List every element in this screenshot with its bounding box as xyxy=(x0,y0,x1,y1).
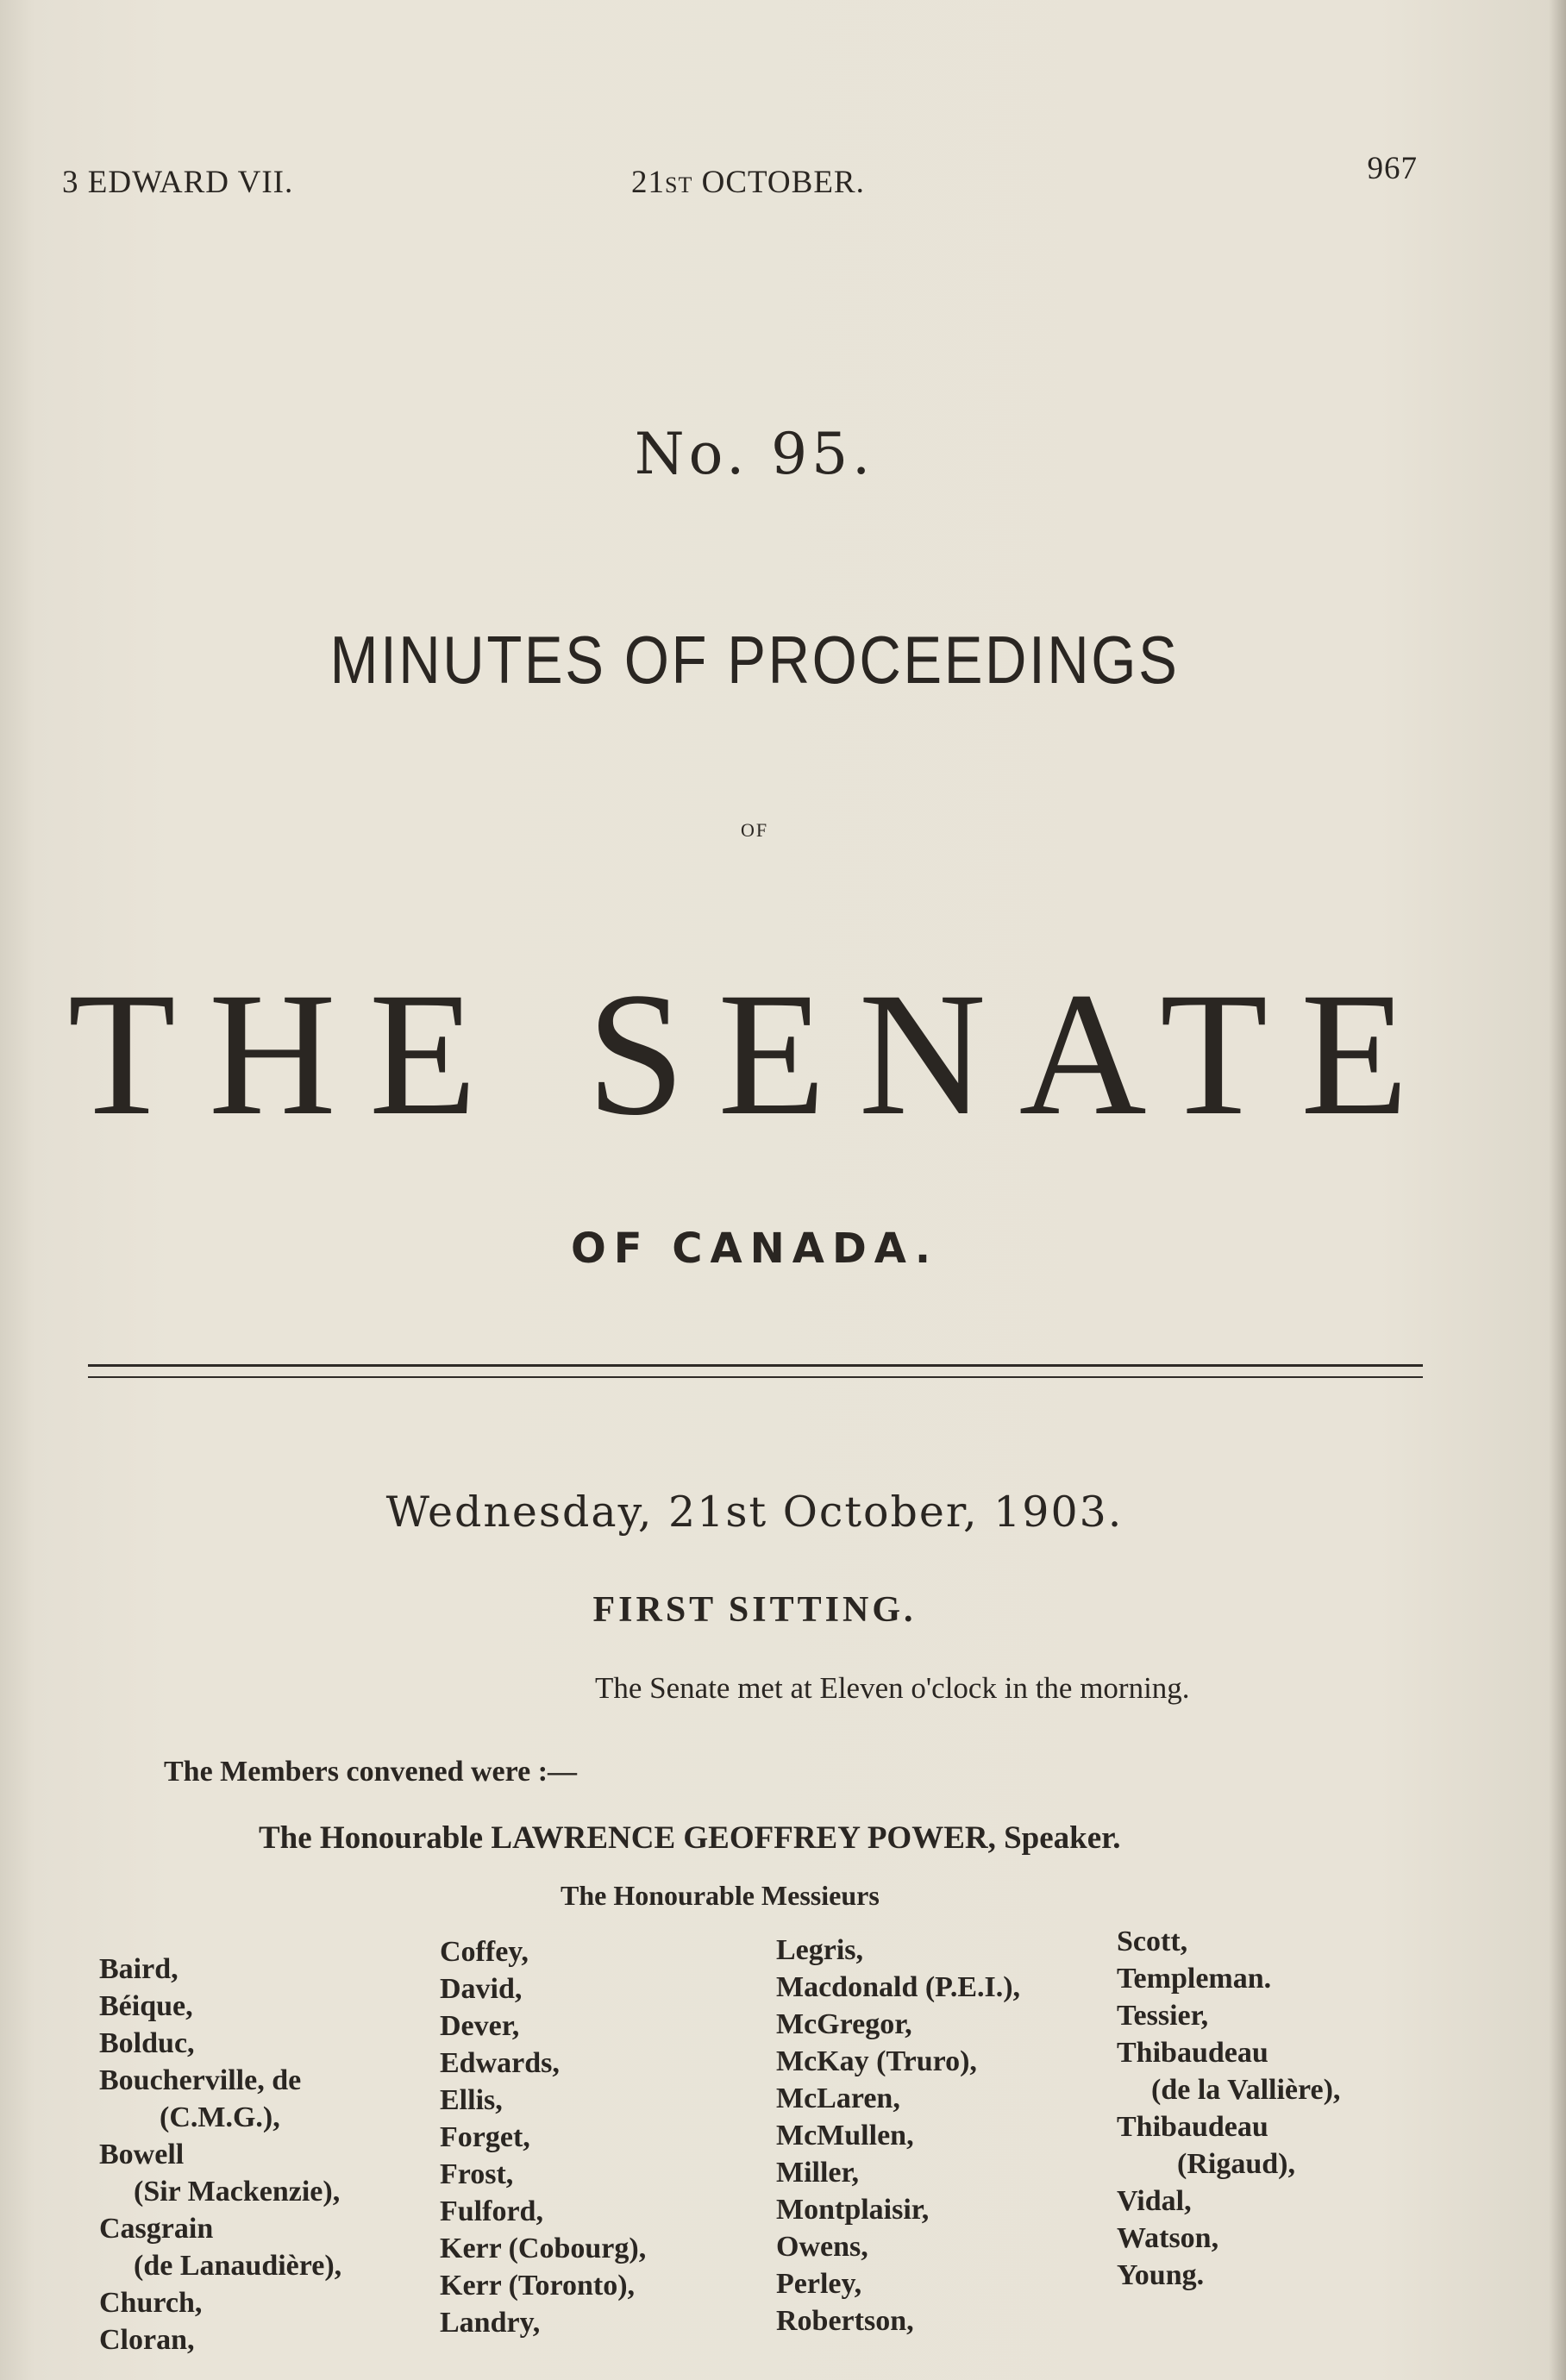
member-name: Bowell xyxy=(99,2139,185,2170)
minutes-heading: MINUTES OF PROCEEDINGS xyxy=(329,622,1180,698)
header-day-suffix: ST xyxy=(665,172,693,197)
member-name: Ellis, xyxy=(440,2084,503,2116)
member-name: Landry, xyxy=(440,2307,541,2339)
member-name: Montplaisir, xyxy=(776,2194,930,2226)
member-name: Templeman. xyxy=(1117,1963,1272,1995)
members-column-1 xyxy=(99,1951,341,2358)
member-name: Legris, xyxy=(776,1934,864,1966)
rule-bottom xyxy=(88,1376,1423,1378)
canada-subtitle: OF CANADA. xyxy=(570,1224,939,1273)
member-name: Baird, xyxy=(99,1953,179,1985)
meeting-time: The Senate met at Eleven o'clock in the morning. xyxy=(595,1671,1190,1705)
member-name: Kerr (Cobourg), xyxy=(440,2233,647,2264)
member-name: Kerr (Toronto), xyxy=(440,2270,636,2302)
header-day: 21 xyxy=(631,165,665,200)
member-name: Casgrain xyxy=(99,2213,214,2245)
member-name: Boucherville, de xyxy=(99,2064,302,2096)
rule-top xyxy=(88,1364,1423,1367)
member-name: Frost, xyxy=(440,2158,514,2190)
member-name: Forget, xyxy=(440,2121,530,2153)
member-name: Watson, xyxy=(1117,2222,1219,2254)
member-name: Thibaudeau xyxy=(1117,2111,1268,2143)
member-name: McLaren, xyxy=(776,2082,900,2114)
members-column-2 xyxy=(440,1933,646,2341)
member-name: Church, xyxy=(99,2287,203,2319)
member-name: Scott, xyxy=(1117,1926,1188,1957)
member-name: McGregor, xyxy=(776,2008,912,2040)
member-name: Miller, xyxy=(776,2157,859,2189)
member-name: Perley, xyxy=(776,2268,862,2300)
member-name: Cloran, xyxy=(99,2324,195,2356)
issue-number: No. 95. xyxy=(634,421,875,487)
member-name-continuation: (Sir Mackenzie), xyxy=(134,2176,341,2208)
members-convened-heading: The Members convened were :— xyxy=(164,1756,578,1788)
member-name: Coffey, xyxy=(440,1936,529,1968)
member-name-continuation: (C.M.G.), xyxy=(160,2101,280,2133)
speaker-line: The Honourable LAWRENCE GEOFFREY POWER, Speaker. xyxy=(259,1820,1121,1856)
member-name: Tessier, xyxy=(1117,2000,1209,2032)
members-column-4 xyxy=(1117,1923,1340,2294)
header-regnal-year: 3 EDWARD VII. xyxy=(62,165,294,200)
member-name: Macdonald (P.E.I.), xyxy=(776,1971,1021,2003)
header-month: OCTOBER. xyxy=(692,165,865,200)
sitting-date: Wednesday, 21st October, 1903. xyxy=(385,1488,1124,1537)
sitting-label: FIRST SITTING. xyxy=(592,1590,917,1630)
member-name: Thibaudeau xyxy=(1117,2037,1268,2069)
page-number: 967 xyxy=(1367,151,1418,186)
header-date xyxy=(631,164,865,201)
member-name: Young. xyxy=(1117,2259,1205,2291)
member-name: McMullen, xyxy=(776,2120,914,2151)
double-rule-divider xyxy=(88,1364,1423,1378)
senate-title: THE SENATE xyxy=(67,956,1442,1152)
member-name: Béique, xyxy=(99,1990,193,2022)
members-column-3 xyxy=(776,1932,1020,2339)
member-name: Bolduc, xyxy=(99,2027,195,2059)
member-name-continuation: (de Lanaudière), xyxy=(134,2250,342,2282)
member-name: McKay (Truro), xyxy=(776,2045,977,2077)
member-name: Vidal, xyxy=(1117,2185,1192,2217)
member-name-continuation: (de la Vallière), xyxy=(1151,2074,1341,2106)
member-name: David, xyxy=(440,1973,523,2005)
member-name: Owens, xyxy=(776,2231,868,2263)
member-name: Robertson, xyxy=(776,2305,914,2337)
member-name: Edwards, xyxy=(440,2047,560,2079)
member-name: Fulford, xyxy=(440,2195,543,2227)
of-connector: OF xyxy=(740,819,769,841)
member-name-continuation: (Rigaud), xyxy=(1177,2148,1295,2180)
messieurs-heading: The Honourable Messieurs xyxy=(561,1880,880,1911)
member-name: Dever, xyxy=(440,2010,520,2042)
